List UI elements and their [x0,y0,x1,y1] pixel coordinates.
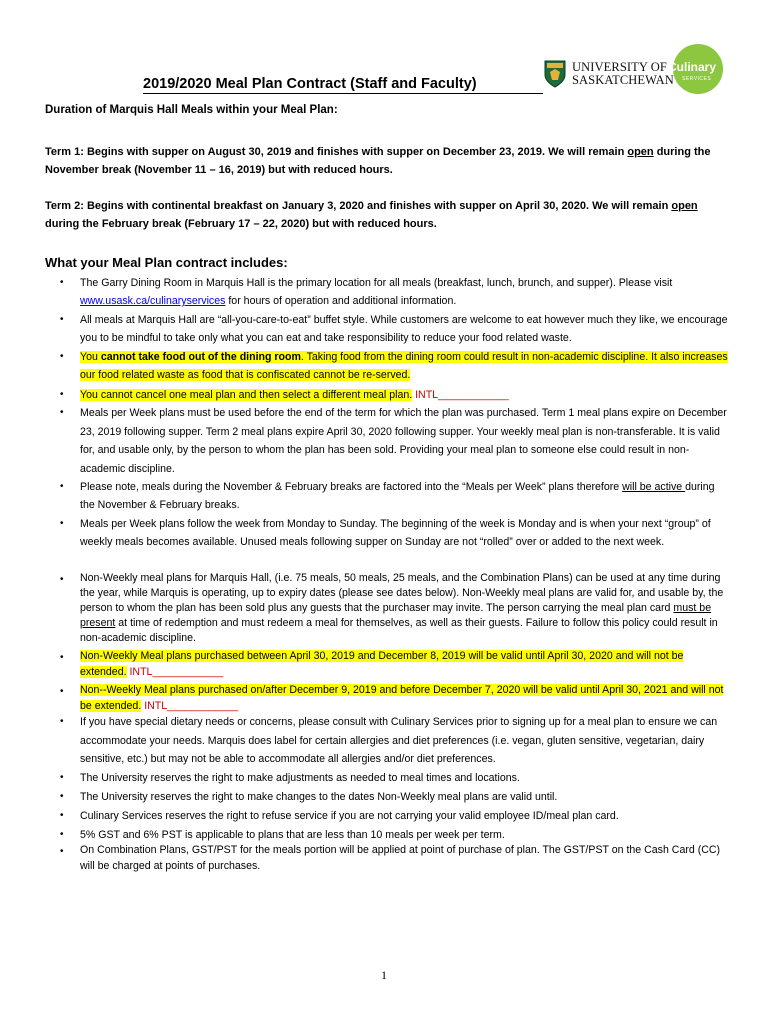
culinary-services-link[interactable]: www.usask.ca/culinaryservices [80,295,226,307]
bullet-icon: • [60,277,64,288]
bullet-icon: • [60,481,64,492]
list-item [80,649,730,680]
bullet-icon: • [60,791,64,802]
term-1-text-a: Term 1: Begins with supper on August 30, 2019 and finishes with supper on December 23, 2019. We will remain [45,146,628,158]
bullet-icon: • [60,314,64,325]
section-title: What your Meal Plan contract includes: [45,255,288,270]
duration-heading: Duration of Marquis Hall Meals within your Meal Plan: [45,104,338,116]
item-8-text-a: Non-Weekly meal plans for Marquis Hall, (i.e. 75 meals, 50 meals, 25 meals, and the Combination Plans) can be used at any time during the year, while Marquis is operating, up to expiry dates (please see dates below). Non-Weekly meal plans are valid for, and usable by, the person to whom the plan has been sold plus any guests that the purchaser may invite. The person carrying the meal plan card [80,572,724,614]
bullet-icon: • [60,351,64,362]
list-item: Culinary Services reserves the right to refuse service if you are not carrying your valid employee ID/meal plan card. [80,810,619,822]
bullet-icon: • [60,652,64,663]
university-logo [544,58,674,90]
bullet-icon: • [60,829,64,840]
university-line-1: UNIVERSITY OF [572,60,667,74]
item-8-text-b: at time of redemption and must redeem a meal for themselves, as well as their guests. Failure to follow this policy could result in non-academic discipline. [80,617,718,644]
bullet-icon: • [60,810,64,821]
culinary-wordmark: Culinary [668,60,717,74]
term-2-paragraph [45,197,725,233]
bullet-icon: • [60,407,64,418]
list-item: Meals per Week plans follow the week from Monday to Sunday. The beginning of the week is Monday and is when your next “group” of weekly meals becomes available. Unused meals following supper on Sunday are not “rolled” over or added to the next week. [80,518,711,548]
term-1-text-b: during the November break (November 11 – 16, 2019) but with reduced hours. [45,146,711,176]
list-item [80,348,730,384]
initial-field[interactable]: INTL____________ [141,699,238,712]
list-item: All meals at Marquis Hall are “all-you-care-to-eat” buffet style. While customers are welcome to eat however much they like, we encourage you to be mindful to take only what you can eat and take responsibility to reduce your food related waste. [80,314,728,344]
list-item: On Combination Plans, GST/PST for the meals portion will be applied at point of purchase of plan. The GST/PST on the Cash Card (CC) will be charged at points of purchases. [80,844,721,872]
list-item [80,274,730,310]
list-item [80,478,730,514]
list-item: The University reserves the right to make adjustments as needed to meal times and locations. [80,772,520,784]
term-1-paragraph [45,143,725,179]
initial-field[interactable]: INTL____________ [126,665,224,678]
list-item: 5% GST and 6% PST is applicable to plans that are less than 10 meals per week per term. [80,829,505,841]
title-underline [143,93,543,94]
term-2-text-b: during the February break (February 17 – 22, 2020) but with reduced hours. [45,218,437,230]
term-1-open: open [627,146,654,158]
culinary-subtext: SERVICES [682,76,712,82]
university-wordmark [572,61,674,87]
page-number: 1 [381,968,387,982]
item-10-text: Non--Weekly Meal plans purchased on/after December 9, 2019 and before December 7, 2020 will be valid until April 30, 2021 and will not be extended. [80,684,724,712]
item-3-text-b: . Taking food from the dining room could result in non-academic discipline. It also increases our food related waste as food that is confiscated cannot be re-served. [80,351,728,381]
item-9-text: Non-Weekly Meal plans purchased between April 30, 2019 and December 8, 2019 will be valid until April 30, 2020 and will not be extended. [80,650,684,678]
item-8-underlined: must be present [80,602,712,629]
bullet-icon: • [60,716,64,727]
term-2-text-a: Term 2: Begins with continental breakfast on January 3, 2020 and finishes with supper on April 30, 2020. We will remain [45,200,672,212]
list-item: The University reserves the right to make changes to the dates Non-Weekly meal plans are valid until. [80,791,558,803]
bullet-icon: • [60,686,64,697]
item-1-text-a: The Garry Dining Room in Marquis Hall is the primary location for all meals (breakfast, lunch, brunch, and supper). Please visit [80,277,673,289]
item-3-text-a: You [80,351,101,363]
bullet-icon: • [60,772,64,783]
bullet-icon: • [60,389,64,400]
bullet-icon: • [60,574,64,585]
list-item [80,683,730,714]
culinary-services-logo [668,44,726,96]
item-3-bold: cannot take food out of the dining room [100,351,301,363]
university-shield-icon [544,60,566,88]
university-line-2: SASKATCHEWAN [572,73,674,87]
list-item [80,571,730,646]
list-item: Meals per Week plans must be used before the end of the term for which the plan was purchased. Term 1 meal plans expire on December 23, 2019 following supper. Term 2 meal plans expire April 30, 2020 following supper. Your weekly meal plan is non-transferable. It is valid for, and usable only, by the person to whom the plan has been sold. Providing your meal plan to someone else could result in non-academic discipline. [80,407,727,475]
initial-field[interactable]: INTL____________ [412,389,509,401]
item-6-text-a: Please note, meals during the November & February breaks are factored into the “Meals per Week” plans therefore [80,481,623,493]
bullet-icon: • [60,518,64,529]
item-4-text: You cannot cancel one meal plan and then select a different meal plan. [80,389,413,401]
item-6-text-b: during the November & February breaks. [80,481,715,511]
bullet-icon: • [60,846,64,857]
item-1-text-b: for hours of operation and additional information. [225,295,457,307]
term-2-open: open [671,200,698,212]
list-item: If you have special dietary needs or concerns, please consult with Culinary Services prior to signing up for a meal plan to ensure we can accommodate your needs. Marquis does label for certain allergies and diet preferences (i.e. vegan, gluten sensitive, vegetarian, dairy sensitive, etc.) but may not be able to accommodate all allergies and/or diet preferences. [80,716,718,765]
list-item [80,386,730,404]
page-title: 2019/2020 Meal Plan Contract (Staff and Faculty) [143,76,477,92]
item-6-underlined: will be active [622,481,686,493]
